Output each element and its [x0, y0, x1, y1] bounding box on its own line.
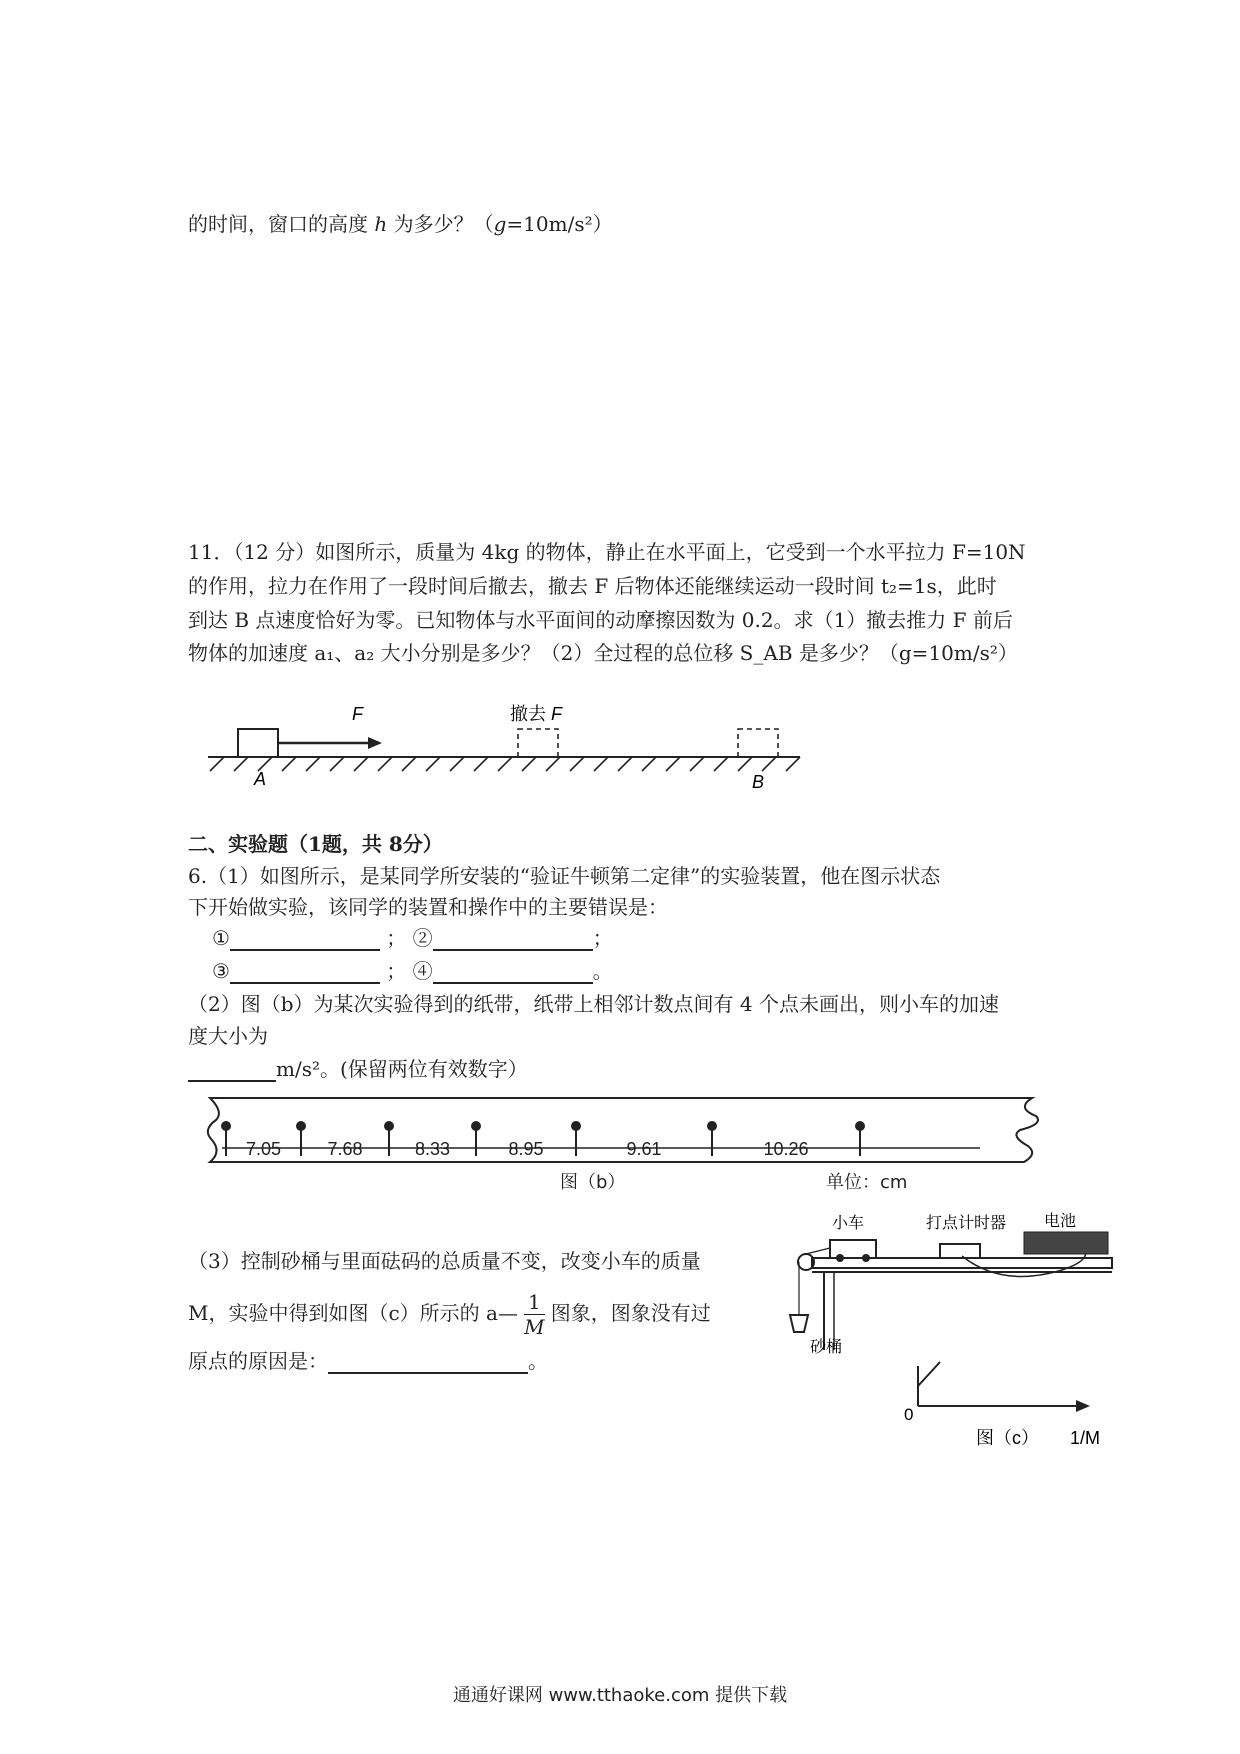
blank-3[interactable] [230, 962, 380, 984]
graph-caption: 图（c） [976, 1428, 1039, 1448]
tape-segment-label: 9.61 [626, 1139, 662, 1159]
q6-p2-line-3: m/s²。(保留两位有效数字） [188, 1053, 528, 1082]
tape-segment-label: 8.33 [414, 1139, 451, 1159]
label-remove: 撤去 F [510, 704, 563, 724]
tape-segment-label: 7.68 [327, 1139, 363, 1159]
tape-segment-label: 7.05 [245, 1139, 282, 1159]
q6-p2-line-2: 度大小为 [188, 1024, 268, 1048]
block-removed [518, 729, 558, 757]
block-B [738, 729, 778, 757]
track [812, 1258, 1112, 1268]
label-B: B [752, 772, 765, 792]
q6-p3-line-2: M，实验中得到如图（c）所示的 a— $\frac{1}{M}$ 图象，图象没有过 [188, 1290, 711, 1339]
graph-xlabel: 1/M [1070, 1428, 1101, 1448]
tape-segment-label: 10.26 [763, 1139, 809, 1159]
tape-labels [246, 1139, 809, 1159]
apparatus-figure [762, 1210, 1122, 1360]
timer [940, 1244, 980, 1258]
force-arrowhead [368, 737, 382, 749]
blank-1[interactable] [230, 929, 380, 951]
label-cart: 小车 [832, 1215, 865, 1232]
answer-row-1: ① ； ② ； [212, 926, 613, 950]
answer-row-2: ③ ； ④ 。 [212, 959, 613, 983]
q6-p3-line-3: 原点的原因是： 。 [188, 1349, 548, 1373]
q11-line-1: 11．（12 分）如图所示，质量为 4kg 的物体，静止在水平面上，它受到一个水平拉力 F=10N [188, 540, 1026, 564]
blank-4[interactable] [433, 962, 593, 984]
tape-unit: 单位：cm [826, 1172, 908, 1193]
sand-bucket [790, 1315, 808, 1332]
q10-tail-line: 的时间，窗口的高度 h 为多少？（g=10m/s²） [188, 212, 613, 236]
force-diagram [200, 695, 820, 795]
label-A: A [254, 769, 267, 789]
label-battery: 电池 [1044, 1213, 1077, 1230]
q11-line-4: 物体的加速度 a₁、a₂ 大小分别是多少？（2）全过程的总位移 S_AB 是多少？（g=10m/s²） [188, 641, 1018, 665]
q6-p2-line-1: （2）图（b）为某次实验得到的纸带，纸带上相邻计数点间有 4 个点未画出，则小车的加速 [188, 992, 999, 1016]
fraction: $\frac{1}{M}$ [524, 1290, 545, 1339]
q6-line-1: 6.（1）如图所示，是某同学所安装的“验证牛顿第二定律”的实验装置，他在图示状态 [188, 864, 941, 888]
blank-reason[interactable] [328, 1352, 528, 1374]
section-heading: 二、实验题（1题，共 8分） [188, 832, 443, 856]
label-F: F [352, 704, 363, 724]
blank-acceleration[interactable] [188, 1060, 276, 1082]
cart [830, 1240, 876, 1258]
q11-line-3: 到达 B 点速度恰好为零。已知物体与水平面间的动摩擦因数为 0.2。求（1）撤去推力 F 前后 [188, 608, 1013, 632]
label-timer: 打点计时器 [926, 1215, 1007, 1232]
label-bucket: 砂桶 [810, 1339, 843, 1356]
q6-line-2: 下开始做实验，该同学的装置和操作中的主要错误是： [188, 895, 668, 919]
q6-p3-line-1: （3）控制砂桶与里面砝码的总质量不变，改变小车的质量 [188, 1249, 701, 1273]
q11-line-2: 的作用，拉力在作用了一段时间后撤去，撤去 F 后物体还能继续运动一段时间 t₂=1s，此时 [188, 574, 997, 598]
tape-segment-label: 8.95 [508, 1139, 544, 1159]
block-A [238, 729, 278, 757]
battery [1024, 1232, 1108, 1254]
ground-hatching [210, 757, 800, 771]
origin-label: 0 [904, 1405, 914, 1424]
graph-c [890, 1352, 1130, 1452]
graph-line [918, 1362, 940, 1386]
tape-caption: 图（b） [560, 1172, 626, 1193]
footer: 通通好课网 www.tthaoke.com 提供下载 [452, 1685, 788, 1706]
blank-2[interactable] [433, 929, 593, 951]
